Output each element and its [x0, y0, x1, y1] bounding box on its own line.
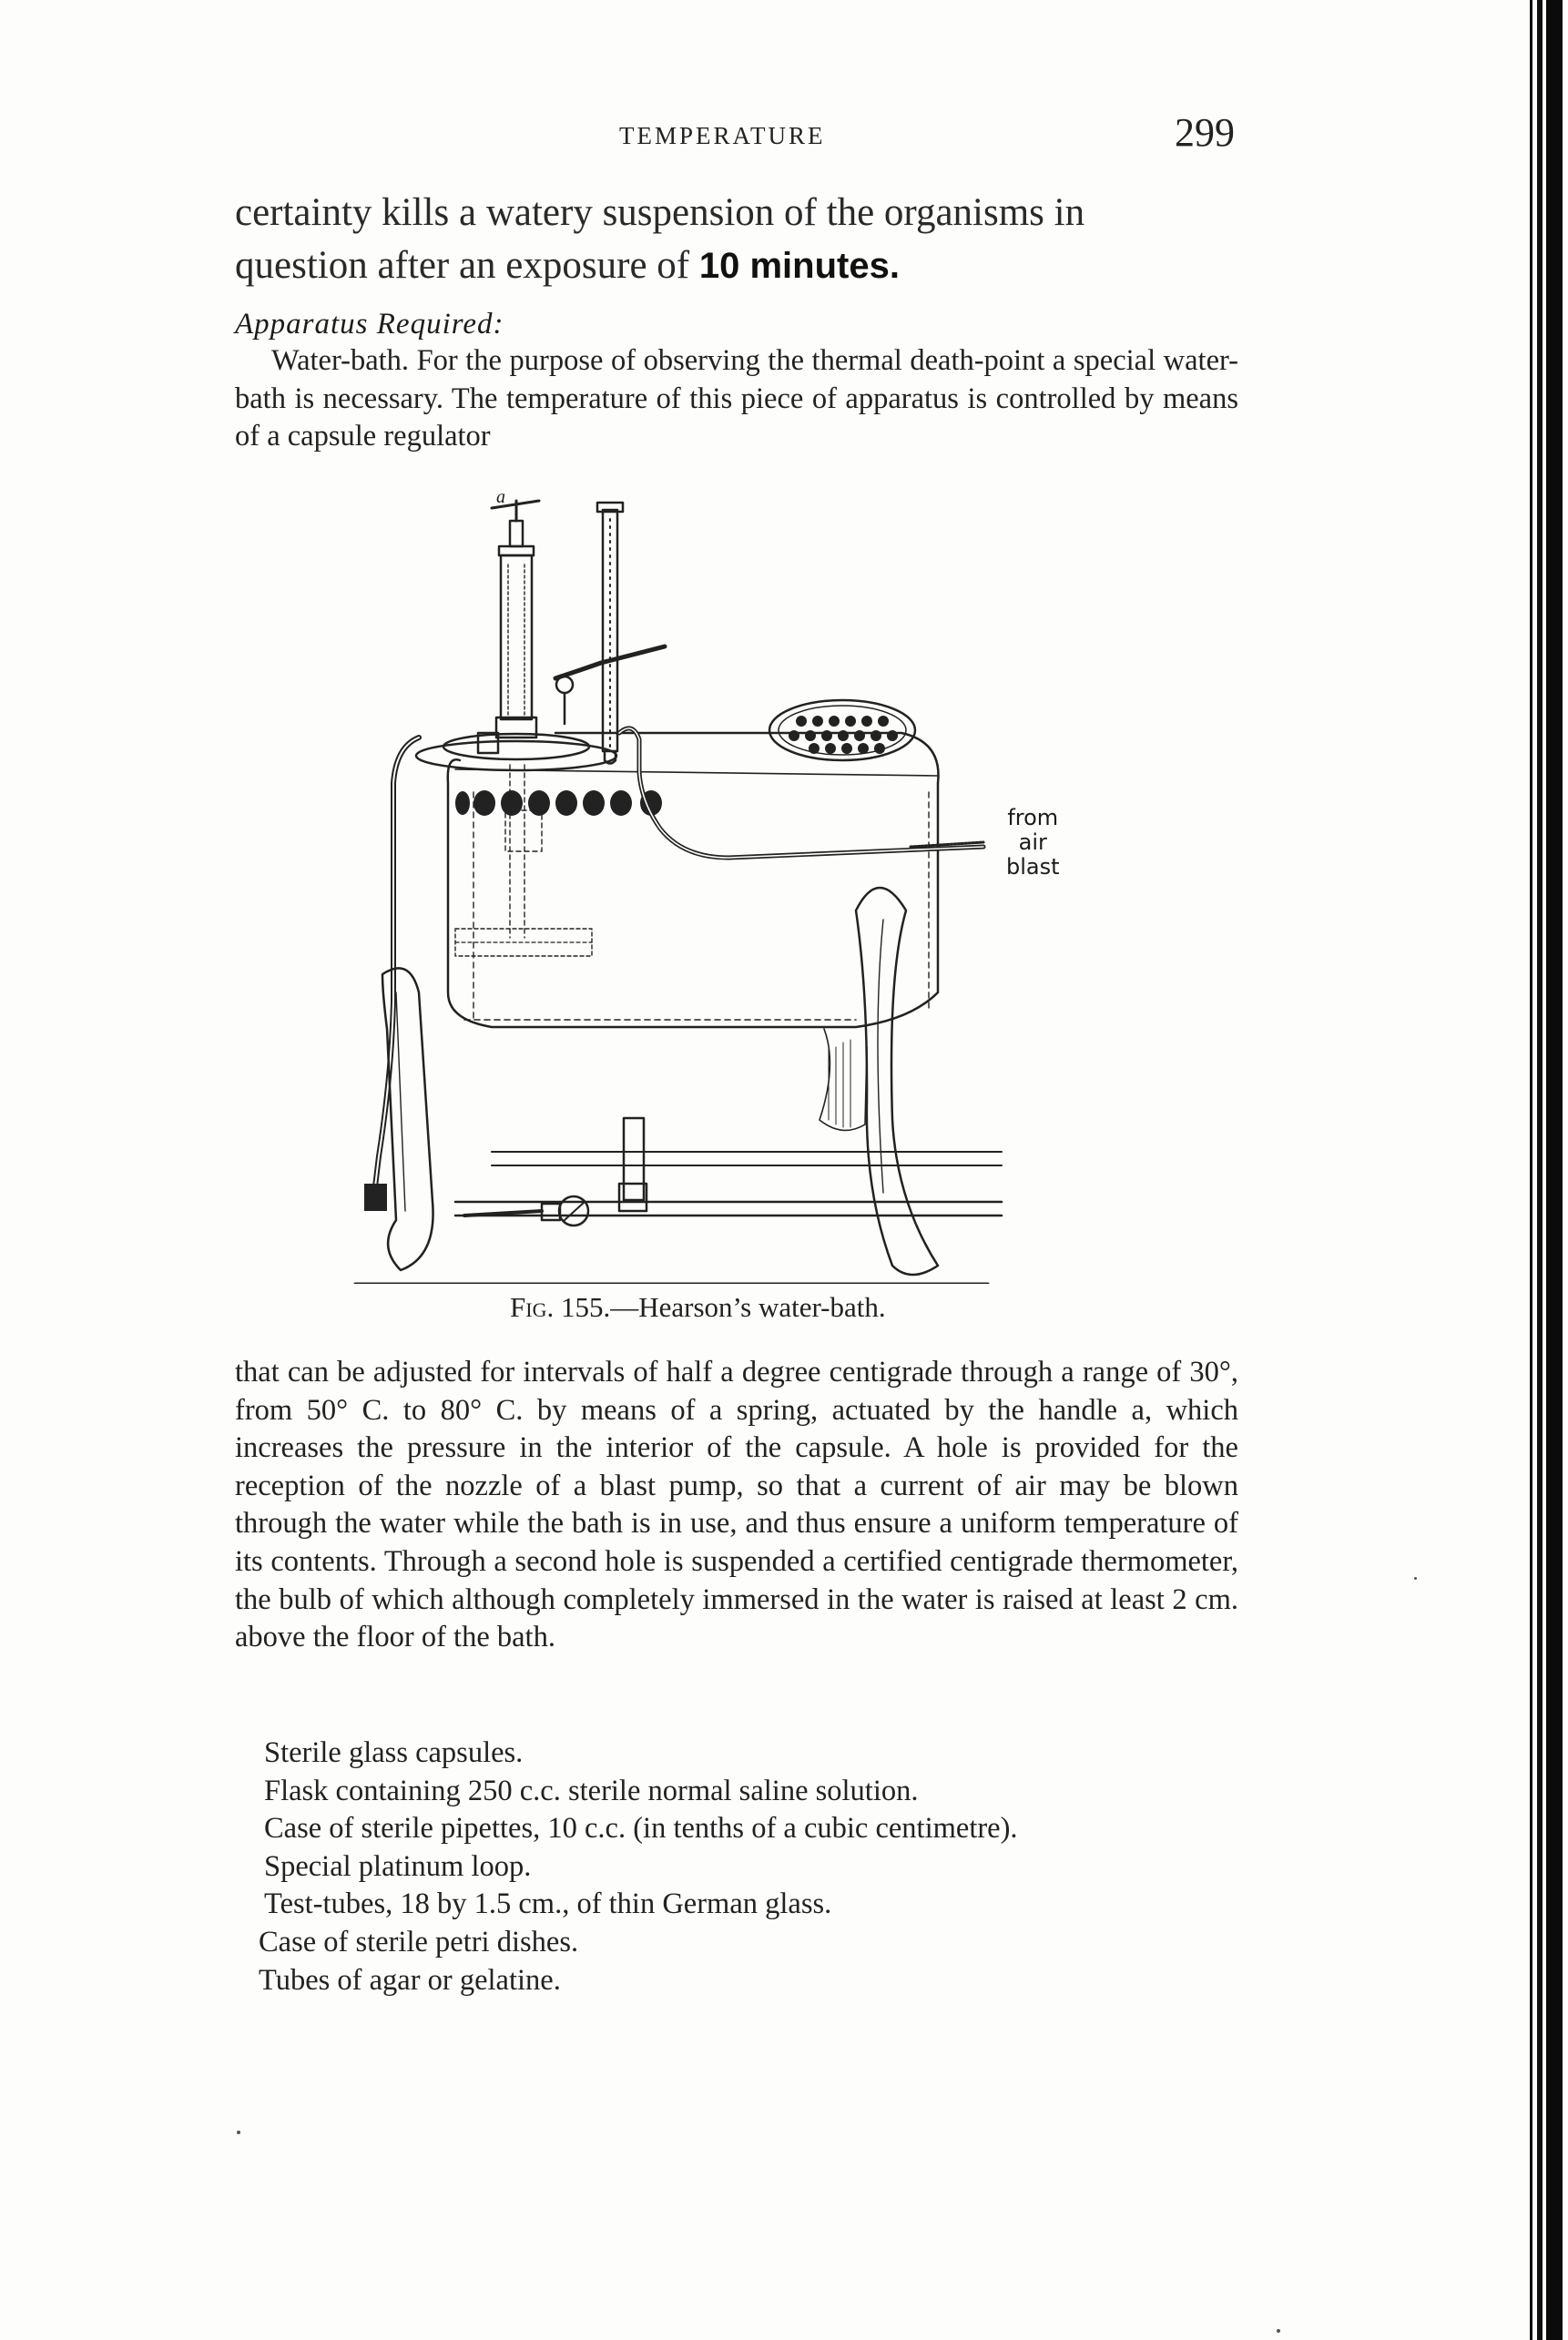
- water-bath-illustration: [346, 483, 1038, 1284]
- list-item: Sterile glass capsules.: [264, 1736, 524, 1769]
- scan-speck: [1277, 2329, 1280, 2333]
- hole-row: [455, 790, 662, 816]
- scan-speck: [237, 2131, 240, 2134]
- figure-note-line: air: [1018, 829, 1047, 855]
- spine-shadow: [1546, 0, 1563, 2340]
- intro-paragraph: [235, 187, 1237, 292]
- left-leg: [382, 968, 433, 1270]
- figure-note-air-blast: [1006, 806, 1060, 880]
- paragraph-text: Water-bath. For the purpose of observing the thermal death-point a special water-bath is necessary. The temperature of this piece of apparatus is controlled by means of a capsule regulator: [235, 344, 1238, 453]
- list-item: Test-tubes, 18 by 1.5 cm., of thin German glass.: [264, 1887, 832, 1921]
- paragraph-text: that can be adjusted for intervals of half a degree centigrade through a range of 30°, from 50° C. to 80° C. by means of a spring, actuated by the handle a, which increases the pressure in the interior of the capsule. A hole is provided for the reception of the nozzle of a blast pump, so that a current of air may be blown through the water while the bath is in use, and thus ensure a uniform temperature of its contents. Through a second hole is suspended a certified centigrade thermometer, the bulb of which although completely immersed in the water is raised at least 2 cm. above the floor of the bath.: [235, 1356, 1238, 1654]
- list-item: Special platinum loop.: [264, 1849, 532, 1883]
- thermometer: [597, 503, 623, 764]
- section-heading: Apparatus Required:: [235, 308, 504, 341]
- burner: [624, 1118, 644, 1200]
- capsule-regulator: [416, 501, 616, 956]
- lid-perforations: [789, 716, 898, 754]
- intro-bold-text: 10 minutes.: [698, 246, 900, 286]
- intro-line: certainty kills a watery suspension of the organisms in: [235, 191, 1085, 234]
- spine-line: [1537, 0, 1543, 2340]
- spine-line: [1530, 0, 1532, 2340]
- page-number: 299: [1175, 110, 1235, 155]
- figure-note-line: from: [1007, 805, 1059, 830]
- figure-caption: [510, 1291, 886, 1324]
- intro-line: [235, 239, 1237, 292]
- figure-number: Fig. 155.: [510, 1291, 611, 1323]
- figure-label-a: a: [496, 487, 505, 507]
- regulator-tube: [373, 738, 419, 1202]
- list-item: Tubes of agar or gelatine.: [259, 1963, 561, 1997]
- paragraph-description: [235, 1354, 1238, 1657]
- apparatus-list: [259, 1735, 1018, 1999]
- figure-note-line: blast: [1006, 854, 1060, 880]
- tank-body: [448, 733, 939, 1027]
- paragraph-water-bath: [235, 342, 1238, 456]
- list-item: Flask containing 250 c.c. sterile normal saline solution.: [264, 1774, 919, 1807]
- intro-text: question after an exposure of: [235, 244, 699, 287]
- scan-speck: [1414, 1577, 1417, 1580]
- list-item: Case of sterile pipettes, 10 c.c. (in tenths of a cubic centimetre).: [264, 1812, 1018, 1846]
- figure-caption-text: —Hearson’s water-bath.: [610, 1291, 886, 1323]
- list-item: Case of sterile petri dishes.: [259, 1925, 579, 1958]
- running-head: TEMPERATURE: [619, 122, 826, 149]
